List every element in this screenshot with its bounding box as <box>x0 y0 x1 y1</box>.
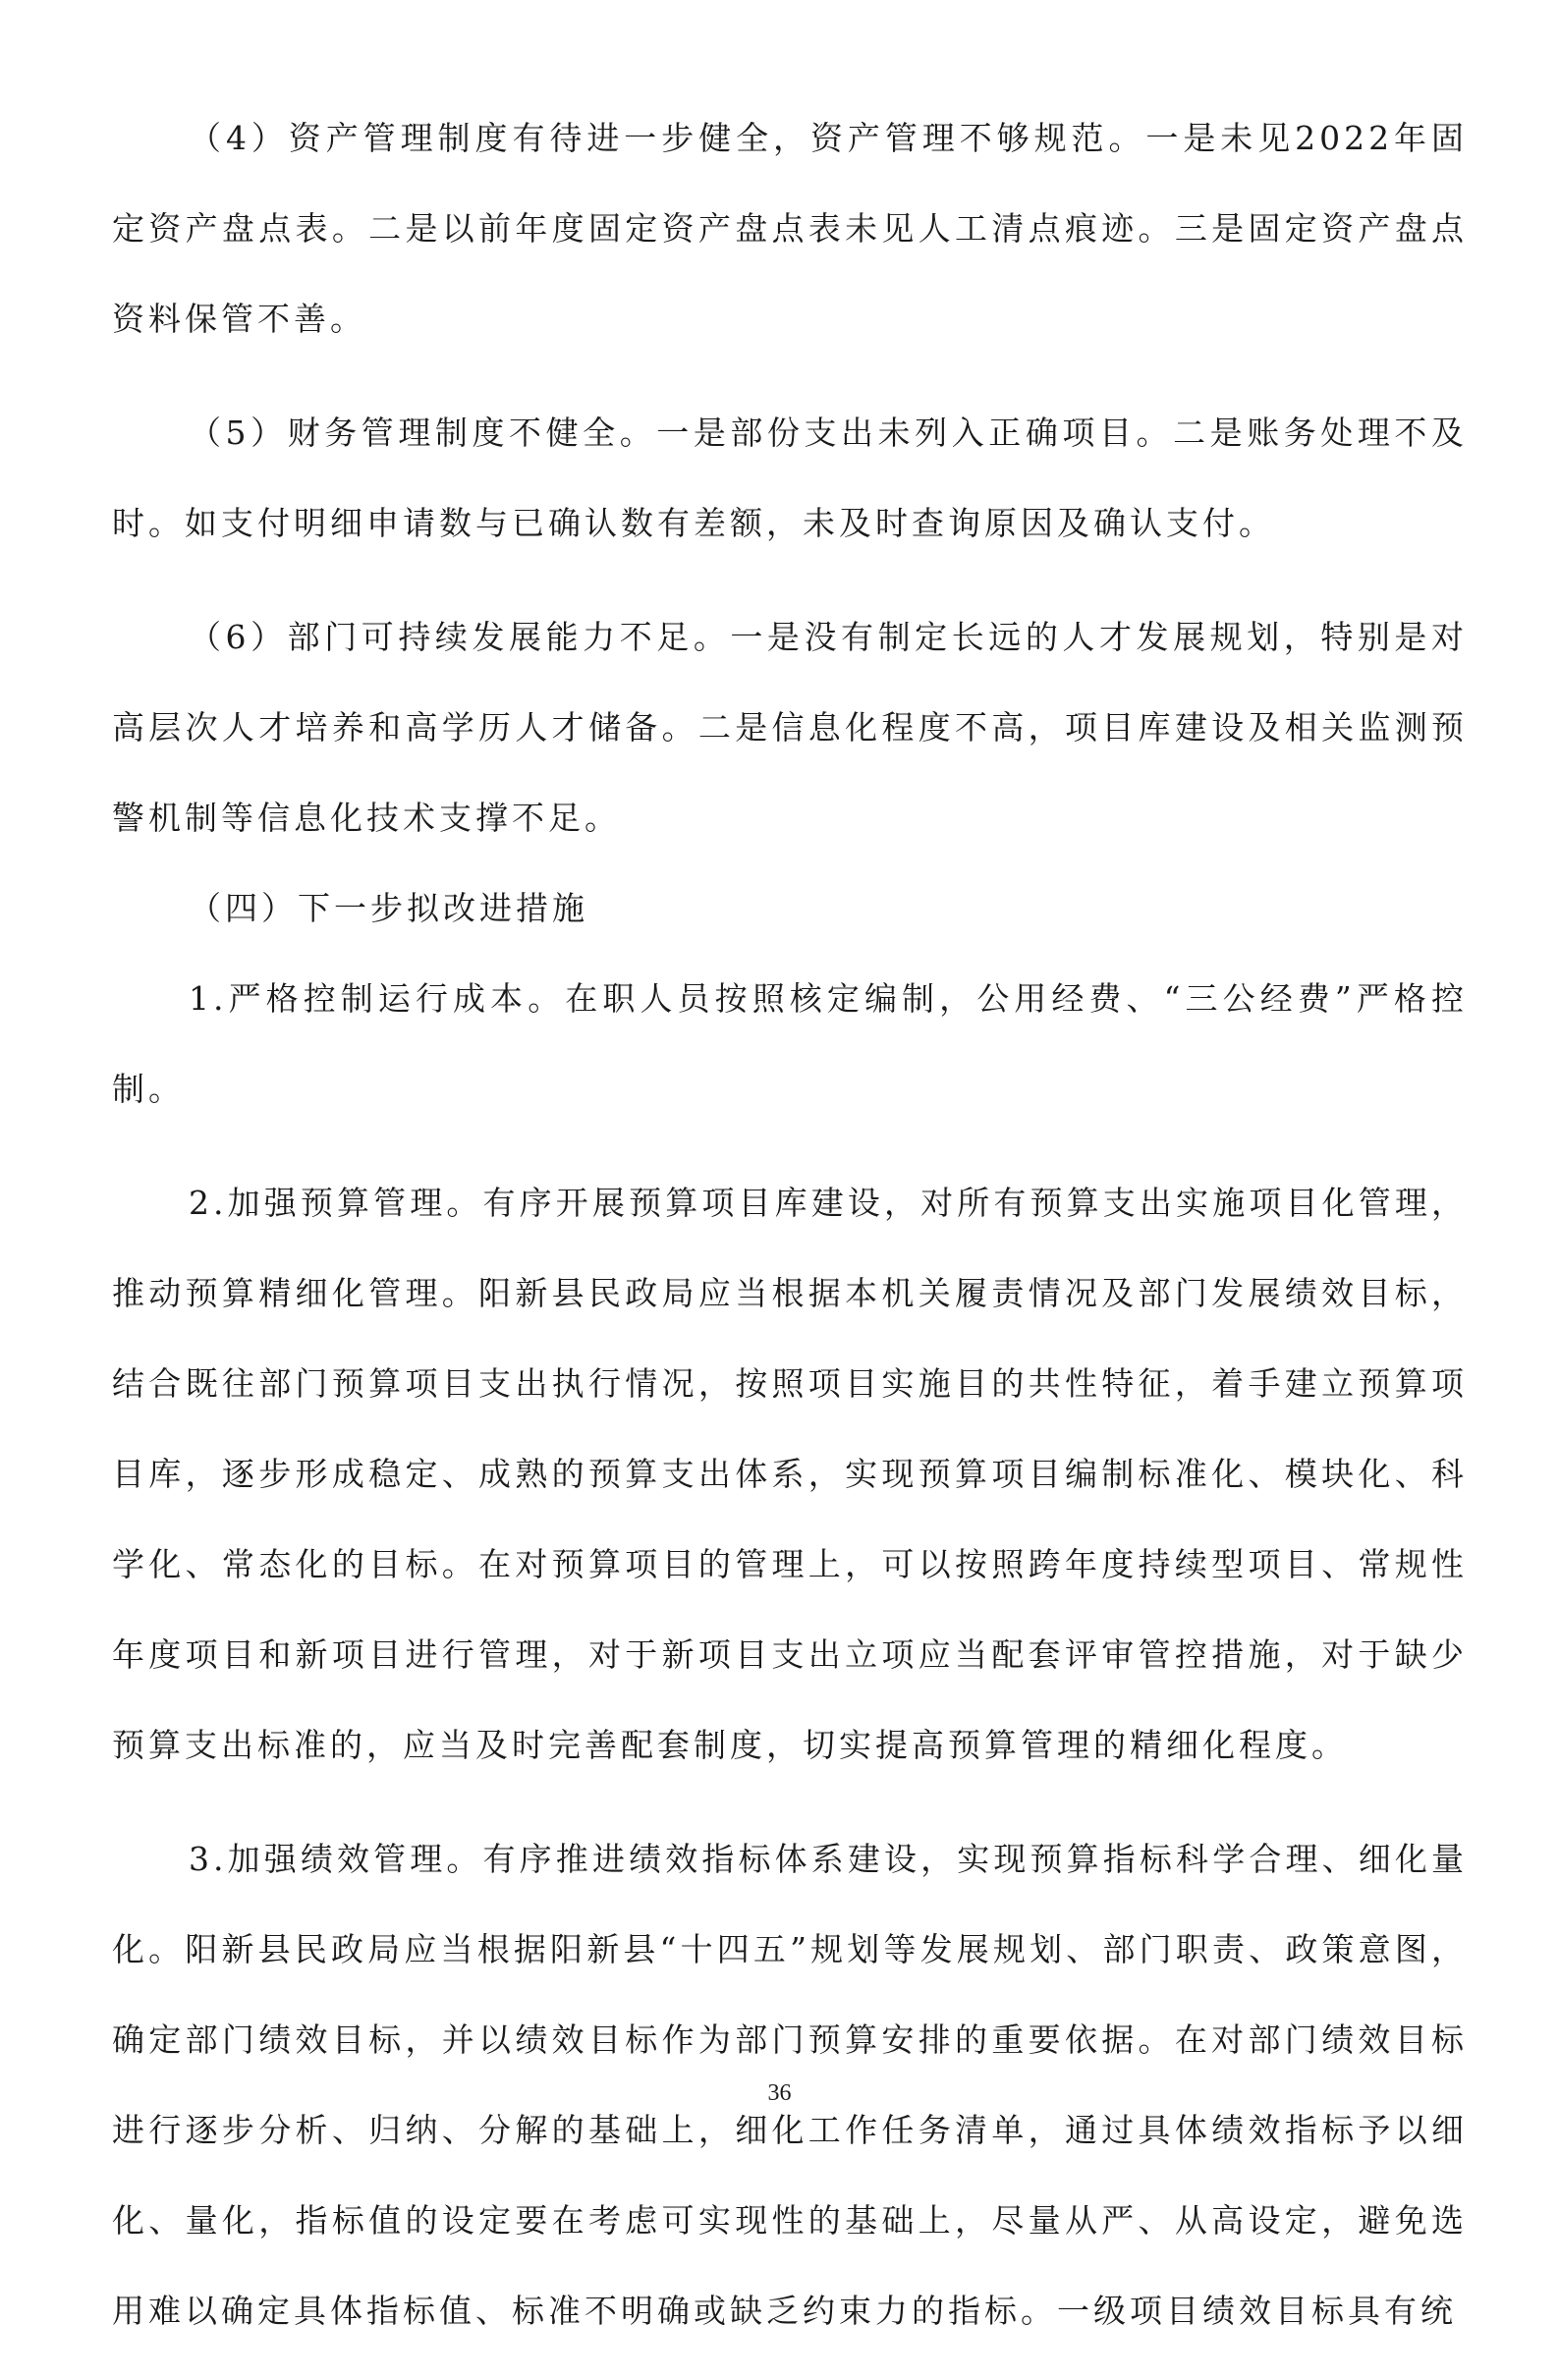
paragraph-budget-management: 2.加强预算管理。有序开展预算项目库建设，对所有预算支出实施项目化管理，推动预算精细化管理。阳新县民政局应当根据本机关履责情况及部门发展绩效目标，结合既往部门预算项目支出执行情况，按照项目实施目的共性特征，着手建立预算项目库，逐步形成稳定、成熟的预算支出体系，实现预算项目编制标准化、模块化、科学化、常态化的目标。在对预算项目的管理上，可以按照跨年度持续型项目、常规性年度项目和新项目进行管理，对于新项目支出立项应当配套评审管控措施，对于缺少预算支出标准的，应当及时完善配套制度，切实提高预算管理的精细化程度。 <box>112 1184 1468 1764</box>
paragraph-asset-management: （4）资产管理制度有待进一步健全，资产管理不够规范。一是未见2022年固定资产盘点表。二是以前年度固定资产盘点表未见人工清点痕迹。三是固定资产盘点资料保管不善。 <box>112 119 1468 338</box>
page-number: 36 <box>767 2080 792 2106</box>
document-body <box>112 93 1468 2380</box>
paragraph-financial-management: （5）财务管理制度不健全。一是部份支出未列入正确项目。二是账务处理不及时。如支付明细申请数与已确认数有差额，未及时查询原因及确认支付。 <box>112 414 1468 542</box>
paragraph-control-costs: 1.严格控制运行成本。在职人员按照核定编制，公用经费、“三公经费”严格控制。 <box>112 979 1468 1108</box>
section-heading-improvement-measures: （四）下一步拟改进措施 <box>189 889 588 927</box>
paragraph-sustainability: （6）部门可持续发展能力不足。一是没有制定长远的人才发展规划，特别是对高层次人才培养和高学历人才储备。二是信息化程度不高，项目库建设及相关监测预警机制等信息化技术支撑不足。 <box>112 618 1468 837</box>
paragraph-performance-management: 3.加强绩效管理。有序推进绩效指标体系建设，实现预算指标科学合理、细化量化。阳新县民政局应当根据阳新县“十四五”规划等发展规划、部门职责、政策意图，确定部门绩效目标，并以绩效目标作为部门预算安排的重要依据。在对部门绩效目标进行逐步分析、归纳、分解的基础上，细化工作任务清单，通过具体绩效指标予以细化、量化，指标值的设定要在考虑可实现性的基础上，尽量从严、从高设定，避免选用难以确定具体指标值、标准不明确或缺乏约束力的指标。一级项目绩效目标具有统 <box>112 1840 1468 2330</box>
